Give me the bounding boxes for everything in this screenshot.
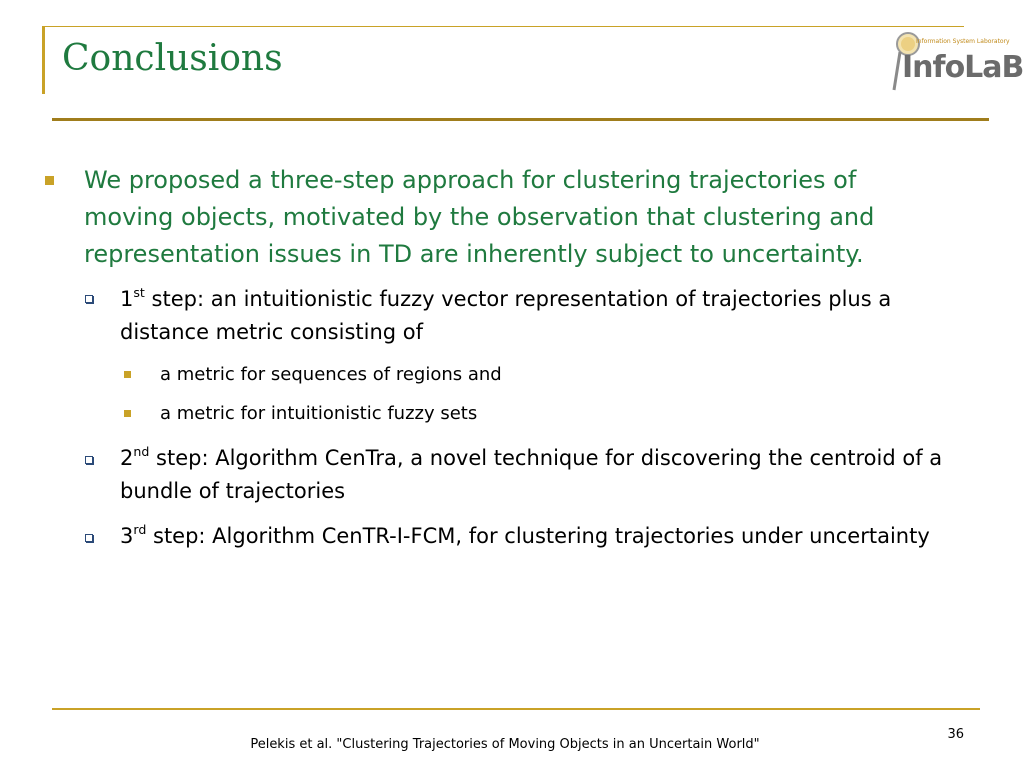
title-frame-top-line (42, 26, 964, 27)
hollow-square-bullet-icon (85, 534, 93, 542)
step-text: step: Algorithm CenTR-I-FCM, for clustering trajectories under uncertainty (146, 524, 930, 548)
bullet-item-step-3 (120, 520, 982, 553)
bullet-square-icon (45, 176, 54, 185)
logo-tagline: Information System Laboratory (916, 38, 1010, 45)
bullet-square-icon (124, 371, 131, 378)
step-ordinal-suffix: st (133, 285, 145, 301)
title-frame-left-line (42, 26, 45, 94)
bullet-text: We proposed a three-step approach for clustering trajectories of moving objects, motivated by the observation that clustering and representation issues in TD are inherently subject to uncertainty. (84, 166, 875, 268)
slide-title: Conclusions (62, 38, 283, 79)
step-ordinal: 2 (120, 446, 134, 470)
sub-bullet-text: a metric for intuitionistic fuzzy sets (160, 403, 478, 424)
hollow-square-bullet-icon (85, 456, 93, 464)
step-text: step: Algorithm CenTra, a novel technique for discovering the centroid of a bundle of trajectories (120, 446, 943, 503)
logo-wordmark: InfoLaB (902, 50, 1024, 85)
bullet-item-sub-2 (160, 401, 960, 427)
bullet-square-icon (124, 410, 131, 417)
step-ordinal: 3 (120, 524, 134, 548)
sub-bullet-text: a metric for sequences of regions and (160, 364, 502, 385)
title-separator (52, 118, 989, 121)
footer-separator (52, 708, 980, 710)
bullet-item-main (84, 162, 944, 273)
hollow-square-bullet-icon (85, 295, 93, 303)
footer-citation: Pelekis et al. "Clustering Trajectories of Moving Objects in an Uncertain World" (250, 737, 760, 752)
step-text: step: an intuitionistic fuzzy vector representation of trajectories plus a distance metric consisting of (120, 287, 892, 344)
step-ordinal-suffix: rd (133, 522, 147, 538)
bullet-item-sub-1 (160, 362, 960, 388)
bullet-item-step-2 (120, 442, 982, 508)
bullet-item-step-1 (120, 283, 982, 349)
step-ordinal-suffix: nd (133, 444, 150, 460)
page-number: 36 (947, 727, 964, 742)
step-ordinal: 1 (120, 287, 134, 311)
